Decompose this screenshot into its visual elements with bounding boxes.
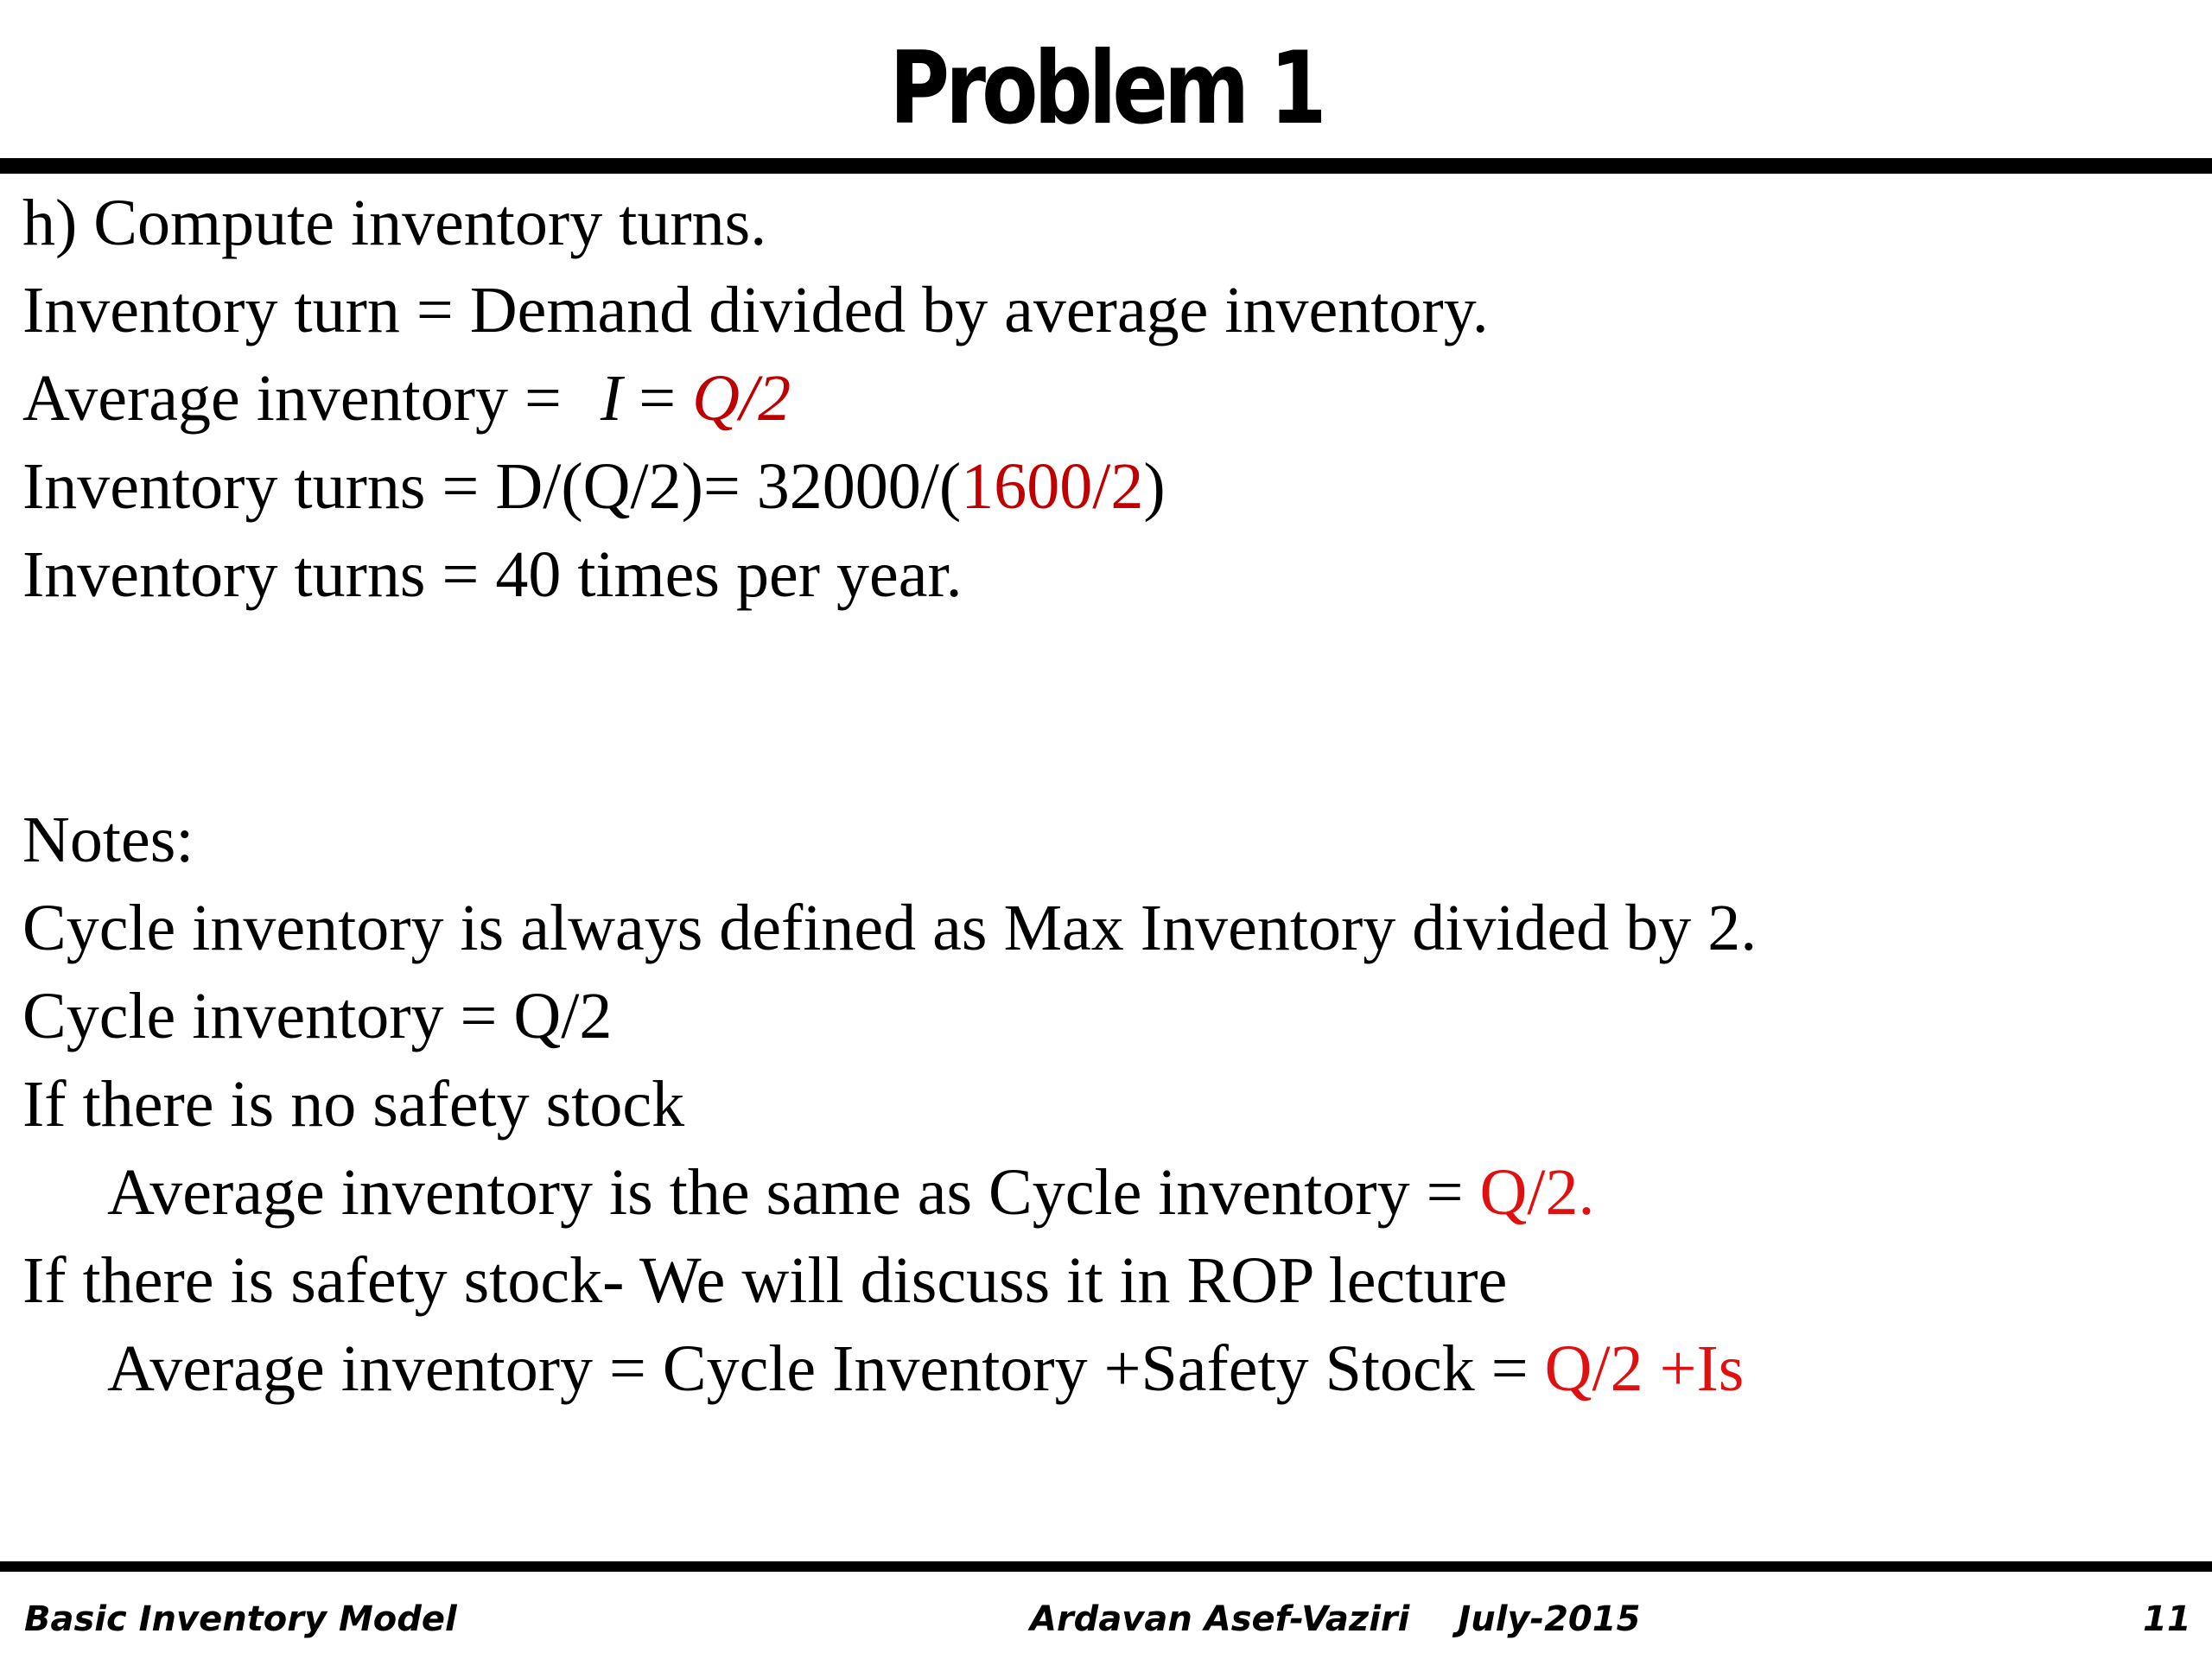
- footer-author-date: [1030, 1597, 1640, 1642]
- footer-author: Ardavan Asef-Vaziri: [1030, 1599, 1410, 1639]
- with-safety-detail-value: Q/2 +Is: [1544, 1332, 1745, 1405]
- average-inventory-value: Q/2: [692, 362, 791, 435]
- cycle-formula-line: Cycle inventory = Q/2: [22, 980, 613, 1052]
- with-safety-stock-detail: [107, 1330, 1744, 1408]
- no-safety-stock-line: If there is no safety stock: [22, 1068, 685, 1141]
- definition-line: Inventory turn = Demand divided by average inventory.: [22, 274, 1489, 346]
- average-inventory-line: [22, 359, 791, 437]
- no-safety-detail-text: Average inventory is the same as Cycle inventory =: [107, 1156, 1480, 1229]
- turns-result-line: Inventory turns = 40 times per year.: [22, 538, 963, 611]
- footer-divider: [0, 1561, 2212, 1572]
- footer-course: Basic Inventory Model: [24, 1599, 457, 1639]
- question-line: h) Compute inventory turns.: [22, 187, 767, 259]
- slide-title: Problem 1: [889, 30, 1323, 147]
- average-inventory-equals: =: [622, 362, 693, 435]
- title-divider: [0, 158, 2212, 174]
- with-safety-detail-text: Average inventory = Cycle Inventory +Safety Stock =: [107, 1332, 1545, 1405]
- footer-date: July-2015: [1458, 1599, 1641, 1639]
- turns-formula-value: 1600/2: [961, 450, 1144, 523]
- inventory-variable: I: [600, 362, 623, 435]
- no-safety-detail-value: Q/2.: [1479, 1156, 1595, 1229]
- notes-heading: Notes:: [22, 804, 194, 876]
- turns-formula-prefix: Inventory turns = D/(Q/2)= 32000/(: [22, 450, 962, 523]
- with-safety-stock-line: If there is safety stock- We will discuss it in ROP lecture: [22, 1244, 1508, 1317]
- turns-formula-line: [22, 448, 1166, 525]
- average-inventory-prefix: Average inventory =: [22, 362, 578, 435]
- no-safety-stock-detail: [107, 1154, 1594, 1231]
- turns-formula-suffix: ): [1143, 450, 1166, 523]
- cycle-definition-line: Cycle inventory is always defined as Max Inventory divided by 2.: [22, 892, 1758, 964]
- page-number: 11: [2143, 1599, 2191, 1639]
